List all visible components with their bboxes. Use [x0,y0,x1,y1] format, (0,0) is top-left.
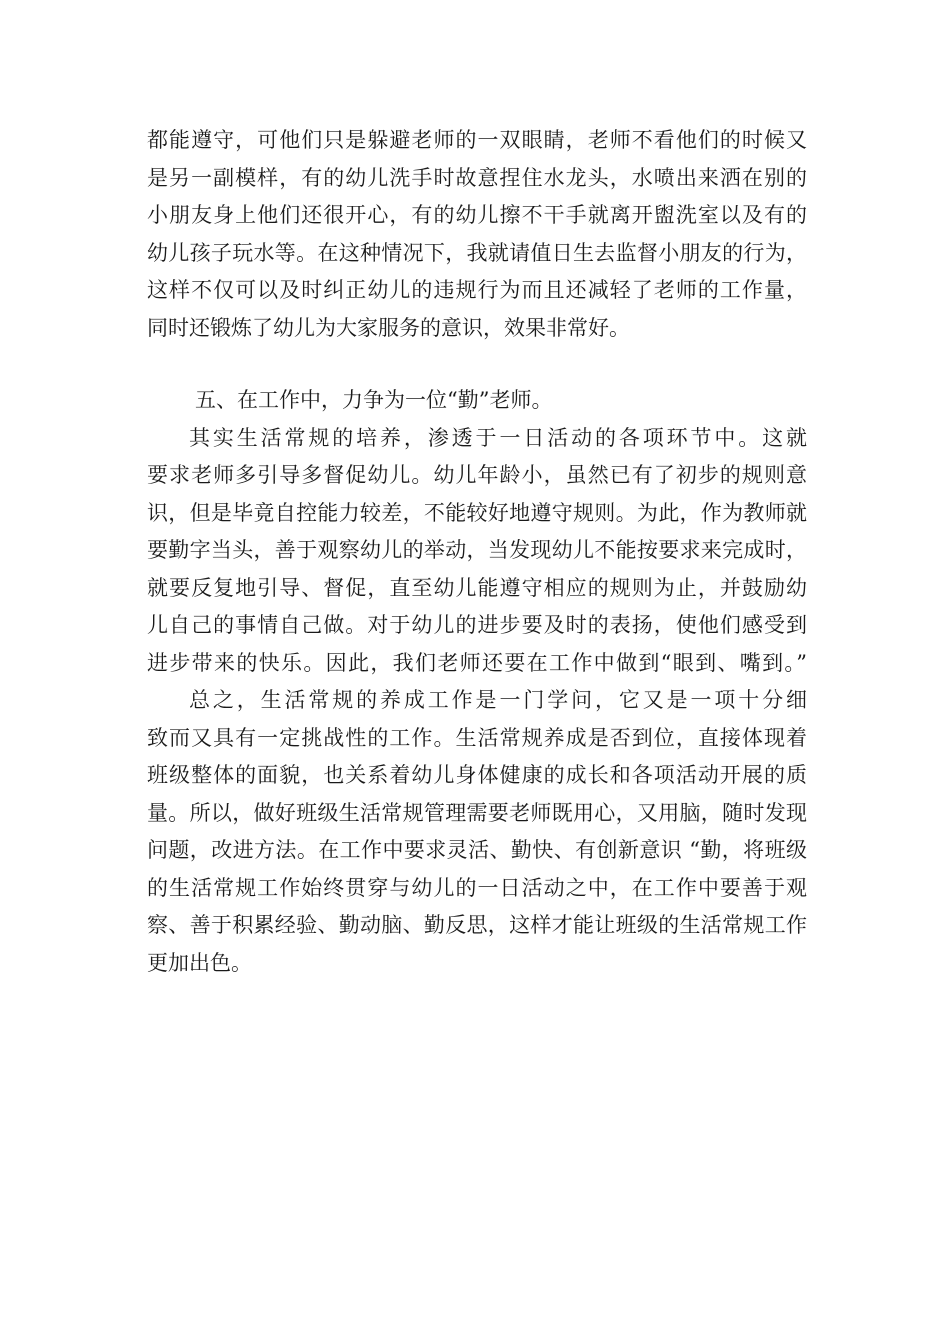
paragraph-line: 小朋友身上他们还很开心，有的幼儿擦不干手就离开盥洗室以及有的 [147,203,807,227]
paragraph-section-5 [147,420,807,683]
paragraph-line: 更加出色。 [147,950,252,975]
paragraph-line: 都能遵守，可他们只是躲避老师的一双眼睛，老师不看他们的时候又 [147,128,807,152]
paragraph-line: 其实生活常规的培养，渗透于一日活动的各项环节中。这就 [189,425,807,450]
paragraph-intro [147,122,807,347]
paragraph-line: 幼儿孩子玩水等。在这种情况下，我就请值日生去监督小朋友的行为， [147,240,807,265]
paragraph-line: 是另一副模样，有的幼儿洗手时故意捏住水龙头，水喷出来洒在别的 [147,165,807,190]
paragraph-line: 要求老师多引导多督促幼儿。幼儿年龄小，虽然已有了初步的规则意 [147,463,807,487]
paragraph-line: 同时还锻炼了幼儿为大家服务的意识，效果非常好。 [147,315,630,340]
paragraph-line: 要勤字当头，善于观察幼儿的举动，当发现幼儿不能按要求来完成时， [147,538,807,562]
paragraph-line: 致而又具有一定挑战性的工作。生活常规养成是否到位，直接体现着 [147,725,807,750]
paragraph-gap [147,347,807,382]
paragraph-line: 量。所以，做好班级生活常规管理需要老师既用心，又用脑，随时发现 [147,800,807,825]
paragraph-line: 进步带来的快乐。因此，我们老师还要在工作中做到“眼到、嘴到。” [147,650,807,675]
section-heading: 五、在工作中，力争为一位“勤”老师。 [195,388,553,412]
document-body [147,122,807,982]
paragraph-line: 察、善于积累经验、勤动脑、勤反思，这样才能让班级的生活常规工作 [147,913,807,937]
paragraph-line: 儿自己的事情自己做。对于幼儿的进步要及时的表扬，使他们感受到 [147,613,807,637]
paragraph-line: 总之，生活常规的养成工作是一门学问，它又是一项十分细 [189,688,807,712]
paragraph-conclusion [147,682,807,982]
paragraph-line: 就要反复地引导、督促，直至幼儿能遵守相应的规则为止，并鼓励幼 [147,575,807,600]
paragraph-line: 问题，改进方法。在工作中要求灵活、勤快、有创新意识 “勤，将班级 [147,838,807,862]
paragraph-line: 识，但是毕竟自控能力较差，不能较好地遵守规则。为此，作为教师就 [147,500,807,525]
paragraph-line: 班级整体的面貌，也关系着幼儿身体健康的成长和各项活动开展的质 [147,763,807,787]
paragraph-line: 的生活常规工作始终贯穿与幼儿的一日活动之中，在工作中要善于观 [147,875,807,900]
paragraph-line: 这样不仅可以及时纠正幼儿的违规行为而且还减轻了老师的工作量， [147,278,807,302]
